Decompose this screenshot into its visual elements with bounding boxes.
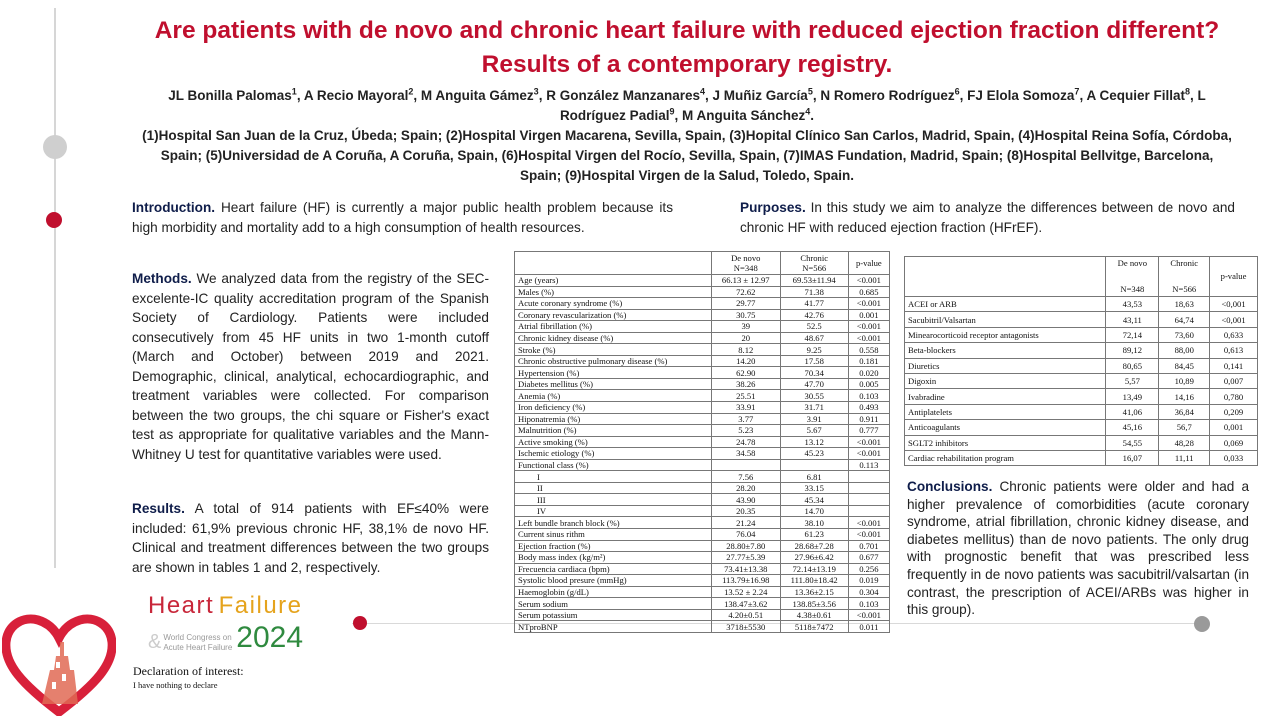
table-row-label: Anemia (%) <box>515 390 712 402</box>
author-name: J Muñiz García <box>712 88 808 103</box>
author-name: FJ Elola Somoza <box>967 88 1075 103</box>
table-row <box>515 367 890 379</box>
table-cell: 0.020 <box>848 367 889 379</box>
table-cell: 61.23 <box>780 529 848 541</box>
table-cell: 0,209 <box>1210 404 1258 419</box>
table-cell: 0,780 <box>1210 389 1258 404</box>
table-cell: 3.91 <box>780 413 848 425</box>
table-cell: 0.677 <box>848 552 889 564</box>
table-row <box>515 517 890 529</box>
table-cell: 10,89 <box>1159 373 1210 388</box>
table-row <box>515 425 890 437</box>
logo-subtitle-1: World Congress on <box>163 633 232 642</box>
introduction-label: Introduction. <box>132 200 216 215</box>
table-cell: 0,001 <box>1210 420 1258 435</box>
table-cell: 45.34 <box>780 494 848 506</box>
declaration-text: I have nothing to declare <box>133 680 218 690</box>
table-cell: 0,069 <box>1210 435 1258 450</box>
conclusions-section <box>907 478 1249 619</box>
table-row <box>515 575 890 587</box>
table-row <box>515 298 890 310</box>
table-cell: 66.13 ± 12.97 <box>711 275 780 287</box>
table-cell: 28.80±7.80 <box>711 540 780 552</box>
table-row-label: Beta-blockers <box>905 343 1106 358</box>
table-cell: 0,033 <box>1210 450 1258 465</box>
table-cell: 72,14 <box>1106 327 1159 342</box>
poster-title: Are patients with de novo and chronic heart failure with reduced ejection fraction different? Results of a contemporary registry. <box>154 17 1220 78</box>
table-cell: 27.96±6.42 <box>780 552 848 564</box>
author-affiliation-number: 9 <box>669 106 675 116</box>
table-cell: 8.12 <box>711 344 780 356</box>
table-row <box>515 494 890 506</box>
table-row <box>905 389 1258 404</box>
table-cell: 9.25 <box>780 344 848 356</box>
table-row <box>515 402 890 414</box>
table-cell: 5.23 <box>711 425 780 437</box>
table-cell <box>780 459 848 471</box>
table-cell: 0,141 <box>1210 358 1258 373</box>
table-row <box>515 344 890 356</box>
table-row-label: Minearocorticoid receptor antagonists <box>905 327 1106 342</box>
table-cell: 38.10 <box>780 517 848 529</box>
table-row <box>515 482 890 494</box>
table-cell: 70.34 <box>780 367 848 379</box>
author-name: L Rodríguez Padial <box>559 88 1206 123</box>
author-affiliation-number: 6 <box>954 86 960 97</box>
table-cell: <0.001 <box>848 332 889 344</box>
table-row-label: Cardiac rehabilitation program <box>905 450 1106 465</box>
table-cell: 3.77 <box>711 413 780 425</box>
table-cell: 13.52 ± 2.24 <box>711 586 780 598</box>
author-name: M Anguita Sánchez <box>682 107 806 123</box>
table-cell: 89,12 <box>1106 343 1159 358</box>
introduction-text: Heart failure (HF) is currently a major public health problem because its high morbidity and mortality add to a high consumption of health resources. <box>132 200 674 235</box>
table-row-label: Ischemic etiology (%) <box>515 448 712 460</box>
bottom-dot-red <box>353 616 367 630</box>
table-cell: 42.76 <box>780 309 848 321</box>
table-row-label: Diabetes mellitus (%) <box>515 378 712 390</box>
purposes-text: In this study we aim to analyze the differences between de novo and chronic HF with reduced ejection fraction (HFrEF). <box>740 200 1235 235</box>
table-cell: 76.04 <box>711 529 780 541</box>
table-cell: 43,53 <box>1106 297 1159 312</box>
table-cell: 43.90 <box>711 494 780 506</box>
table-cell: 25.51 <box>711 390 780 402</box>
logo-word-failure: Failure <box>218 592 303 619</box>
table-row <box>905 297 1258 312</box>
timeline-dot-red <box>46 212 62 228</box>
table-cell: 5118±7472 <box>780 621 848 633</box>
table-row-label: Atrial fibrillation (%) <box>515 321 712 333</box>
author-name: N Romero Rodríguez <box>820 88 955 103</box>
table-cell: 20.35 <box>711 505 780 517</box>
table-row-label: Chronic obstructive pulmonary disease (%) <box>515 355 712 367</box>
table-cell: 0.304 <box>848 586 889 598</box>
table-row-label: SGLT2 inhibitors <box>905 435 1106 450</box>
table-row-label: Ejection fraction (%) <box>515 540 712 552</box>
table-cell: 13.36±2.15 <box>780 586 848 598</box>
table-row <box>515 355 890 367</box>
logo-year: 2024 <box>236 621 304 654</box>
table-cell: 0.911 <box>848 413 889 425</box>
table-cell: <0.001 <box>848 448 889 460</box>
table-cell: 11,11 <box>1159 450 1210 465</box>
table-cell: 3718±5530 <box>711 621 780 633</box>
table-cell: 69.53±11.94 <box>780 275 848 287</box>
table-row-label: Malnutrition (%) <box>515 425 712 437</box>
table1-body <box>515 275 890 633</box>
table-cell: 52.5 <box>780 321 848 333</box>
table-cell: 88,00 <box>1159 343 1210 358</box>
table-header-cell: Chronic N=566 <box>780 252 848 275</box>
table-row-label: Body mass index (kg/m²) <box>515 552 712 564</box>
table-row <box>905 373 1258 388</box>
table-cell: 0.685 <box>848 286 889 298</box>
table-cell: 138.47±3.62 <box>711 598 780 610</box>
author-name: R González Manzanares <box>546 88 700 103</box>
table-row-label: Ivabradine <box>905 389 1106 404</box>
author-affiliation-number: 3 <box>533 86 539 97</box>
methods-text: We analyzed data from the registry of the SEC-excelente-IC quality accreditation program of the Spanish Society of Cardiology. Patients were included consecutively from 45 HF units in two 1-month cutoff (March and October) between 2019 and 2021. Demographic, clinical, analytical, echocardiographic, and treatment variables were collected. For comparison between the two groups, the chi square or Fisher's exact test as appropriate for qualitative variables and the Mann-Whitney U test for quantitative variables were used. <box>132 271 490 462</box>
table-cell: <0.001 <box>848 436 889 448</box>
table-cell: 0.011 <box>848 621 889 633</box>
table-row <box>515 540 890 552</box>
table-cell: 14,16 <box>1159 389 1210 404</box>
table-header-cell: De novo N=348 <box>1106 257 1159 297</box>
table-cell: <0.001 <box>848 609 889 621</box>
table-row <box>515 609 890 621</box>
table-row <box>905 404 1258 419</box>
table-row-label: Serum potassium <box>515 609 712 621</box>
table-cell: 17.58 <box>780 355 848 367</box>
table-cell: 31.71 <box>780 402 848 414</box>
table-cell: 48.67 <box>780 332 848 344</box>
table-cell: 64,74 <box>1159 312 1210 327</box>
table-cell: 13,49 <box>1106 389 1159 404</box>
author-affiliation-number: 5 <box>807 86 813 97</box>
logo-ampersand: & <box>148 631 162 653</box>
table-row-label: II <box>515 482 712 494</box>
table-cell: 21.24 <box>711 517 780 529</box>
table-row-label: Age (years) <box>515 275 712 287</box>
table-cell: 45.23 <box>780 448 848 460</box>
author-affiliation-number: 1 <box>291 86 297 97</box>
table-row-label: Hiponatremia (%) <box>515 413 712 425</box>
author-affiliation-number: 4 <box>700 86 706 97</box>
table-row-label: III <box>515 494 712 506</box>
table-cell: 7.56 <box>711 471 780 483</box>
table-row-label: Serum sodium <box>515 598 712 610</box>
table-cell: 138.85±3.56 <box>780 598 848 610</box>
table-cell: 0,613 <box>1210 343 1258 358</box>
table-clinical-characteristics <box>514 251 890 633</box>
table-header-cell: p-value <box>848 252 889 275</box>
table-cell <box>711 459 780 471</box>
table-cell: 38.26 <box>711 378 780 390</box>
table-row <box>515 309 890 321</box>
table-cell: <0.001 <box>848 529 889 541</box>
table-cell: 4.38±0.61 <box>780 609 848 621</box>
table-cell: 13.12 <box>780 436 848 448</box>
timeline-line <box>54 8 56 568</box>
table-cell: 20 <box>711 332 780 344</box>
author-name: M Anguita Gámez <box>420 88 534 103</box>
table-cell: 34.58 <box>711 448 780 460</box>
table-row <box>515 621 890 633</box>
author-name: A Recio Mayoral <box>303 88 409 103</box>
table-row <box>515 471 890 483</box>
congress-logo <box>148 592 348 654</box>
table-cell <box>848 505 889 517</box>
table-row-label: Hypertension (%) <box>515 367 712 379</box>
table-row <box>515 378 890 390</box>
table-cell: 0.005 <box>848 378 889 390</box>
table-row-label: Haemoglobin (g/dL) <box>515 586 712 598</box>
table-treatments <box>904 256 1258 466</box>
table-cell: 0.558 <box>848 344 889 356</box>
methods-section <box>132 269 489 464</box>
table-row-label: Stroke (%) <box>515 344 712 356</box>
table1-header-row <box>515 252 890 275</box>
table-row <box>515 529 890 541</box>
table-cell: 33.91 <box>711 402 780 414</box>
table-row <box>515 436 890 448</box>
purposes-label: Purposes. <box>740 200 806 215</box>
table-row-label: ACEI or ARB <box>905 297 1106 312</box>
table-cell: 0.103 <box>848 390 889 402</box>
table-cell: 0.113 <box>848 459 889 471</box>
table-cell: <0.001 <box>848 298 889 310</box>
table-cell <box>848 471 889 483</box>
heart-logo-icon <box>2 612 116 716</box>
methods-label: Methods. <box>132 271 192 286</box>
table-row-label: Digoxin <box>905 373 1106 388</box>
table-row <box>905 327 1258 342</box>
author-name: JL Bonilla Palomas <box>168 88 292 103</box>
table-header-cell <box>905 257 1106 297</box>
table-row-label: Diuretics <box>905 358 1106 373</box>
table-cell: 48,28 <box>1159 435 1210 450</box>
table-cell: 41.77 <box>780 298 848 310</box>
table-cell <box>848 494 889 506</box>
table-cell: <0.001 <box>848 321 889 333</box>
table-row-label: NTproBNP <box>515 621 712 633</box>
table-cell: 39 <box>711 321 780 333</box>
results-section <box>132 499 489 577</box>
table-cell: 73.41±13.38 <box>711 563 780 575</box>
introduction-section <box>132 198 673 237</box>
table-row-label: Sacubitril/Valsartan <box>905 312 1106 327</box>
table-cell: 6.81 <box>780 471 848 483</box>
table-cell: 71.38 <box>780 286 848 298</box>
table-row-label: Anticoagulants <box>905 420 1106 435</box>
table-row-label: Chronic kidney disease (%) <box>515 332 712 344</box>
table-cell: 16,07 <box>1106 450 1159 465</box>
table-cell: <0.001 <box>848 517 889 529</box>
table-cell: 80,65 <box>1106 358 1159 373</box>
table-cell: 62.90 <box>711 367 780 379</box>
table-row-label: Active smoking (%) <box>515 436 712 448</box>
author-list: JL Bonilla Palomas$^1$, A Recio Mayoral$^2$, M Anguita Gámez$^3$, R González Manzanares$^4$, J Muñiz García$^5$, N Romero Rodríguez$^6$, FJ Elola Somoza$^7$, A Cequier Fillat$^8$, L Rodríguez Padial$^9$, M Anguita Sánchez$^4$. <box>168 86 1206 123</box>
conclusions-label: Conclusions. <box>907 479 993 494</box>
table-row-label: IV <box>515 505 712 517</box>
table-cell: 41,06 <box>1106 404 1159 419</box>
table-cell: 5,57 <box>1106 373 1159 388</box>
author-affiliation-number: 4 <box>805 106 811 116</box>
table-header-cell: p-value <box>1210 257 1258 297</box>
logo-word-heart: Heart <box>148 592 215 619</box>
table-cell: 0.777 <box>848 425 889 437</box>
table-cell: 73,60 <box>1159 327 1210 342</box>
table-row <box>515 390 890 402</box>
table-cell: 33.15 <box>780 482 848 494</box>
table-cell: 0.256 <box>848 563 889 575</box>
table-row <box>515 563 890 575</box>
declaration-title: Declaration of interest: <box>133 664 244 678</box>
table-header-cell <box>515 252 712 275</box>
table-row <box>515 413 890 425</box>
table-cell: 0.103 <box>848 598 889 610</box>
table-cell: <0,001 <box>1210 312 1258 327</box>
table-row <box>905 358 1258 373</box>
table-cell: 0.181 <box>848 355 889 367</box>
table-row <box>905 435 1258 450</box>
table-cell: 84,45 <box>1159 358 1210 373</box>
table-row-label: Systolic blood presure (mmHg) <box>515 575 712 587</box>
table-row-label: Functional class (%) <box>515 459 712 471</box>
table-cell: 72.14±13.19 <box>780 563 848 575</box>
table-row <box>905 343 1258 358</box>
table-row <box>515 598 890 610</box>
table-cell: <0.001 <box>848 275 889 287</box>
table-cell: 14.20 <box>711 355 780 367</box>
purposes-section <box>740 198 1235 237</box>
table-header-cell: Chronic N=566 <box>1159 257 1210 297</box>
table-cell: 0.701 <box>848 540 889 552</box>
author-affiliation-number: 8 <box>1184 86 1190 97</box>
table-cell: 72.62 <box>711 286 780 298</box>
table-cell: <0,001 <box>1210 297 1258 312</box>
affiliations: (1)Hospital San Juan de la Cruz, Úbeda; Spain; (2)Hospital Virgen Macarena, Sevilla, Spain, (3)Hopital Clínico San Carlos, Madrid, Spain, (4)Hospital Reina Sofía, Córdoba, Spain; (5)Universidad de A Coruña, A Coruña, Spain, (6)Hospital Virgen del Rocío, Sevilla, Spain, (7)IMAS Fundation, Madrid, Spain; (8)Hospital Bellvitge, Barcelona, Spain; (9)Hospital Virgen de la Salud, Toledo, Spain. <box>142 128 1232 183</box>
table-row <box>515 448 890 460</box>
table-cell: 0.019 <box>848 575 889 587</box>
table-cell: 54,55 <box>1106 435 1159 450</box>
table-cell: 43,11 <box>1106 312 1159 327</box>
table-cell: 29.77 <box>711 298 780 310</box>
logo-subtitle-2: Acute Heart Failure <box>163 643 233 652</box>
table-row-label: I <box>515 471 712 483</box>
table-row-label: Coronary revascularization (%) <box>515 309 712 321</box>
table-cell: 56,7 <box>1159 420 1210 435</box>
table-cell: 28.20 <box>711 482 780 494</box>
table-cell: 4.20±0.51 <box>711 609 780 621</box>
table-row-label: Current sinus rithm <box>515 529 712 541</box>
author-name: A Cequier Fillat <box>1086 88 1185 103</box>
table-cell: 45,16 <box>1106 420 1159 435</box>
table-row <box>515 321 890 333</box>
table-row <box>515 459 890 471</box>
table2-body <box>905 297 1258 466</box>
table-row-label: Left bundle branch block (%) <box>515 517 712 529</box>
table-cell: 28.68±7.28 <box>780 540 848 552</box>
table-cell: 113.79±16.98 <box>711 575 780 587</box>
table-row-label: Males (%) <box>515 286 712 298</box>
table-cell: 47.70 <box>780 378 848 390</box>
table-cell: 0,007 <box>1210 373 1258 388</box>
table-row <box>515 332 890 344</box>
table-cell: 36,84 <box>1159 404 1210 419</box>
table-row <box>515 286 890 298</box>
table-cell: 30.55 <box>780 390 848 402</box>
author-affiliation-number: 7 <box>1074 86 1080 97</box>
table-cell: 0,633 <box>1210 327 1258 342</box>
table-row-label: Antiplatelets <box>905 404 1106 419</box>
table-row-label: Frecuencia cardiaca (bpm) <box>515 563 712 575</box>
table-cell: 27.77±5.39 <box>711 552 780 564</box>
table-row <box>905 312 1258 327</box>
table2-header-row <box>905 257 1258 297</box>
results-label: Results. <box>132 501 185 516</box>
table-row-label: Acute coronary syndrome (%) <box>515 298 712 310</box>
table-cell <box>848 482 889 494</box>
table-row <box>905 450 1258 465</box>
table-row <box>515 505 890 517</box>
table-row <box>905 420 1258 435</box>
table-cell: 14.70 <box>780 505 848 517</box>
table-row <box>515 552 890 564</box>
table-cell: 0.493 <box>848 402 889 414</box>
table-cell: 111.80±18.42 <box>780 575 848 587</box>
table-cell: 24.78 <box>711 436 780 448</box>
table-row <box>515 586 890 598</box>
table-cell: 18,63 <box>1159 297 1210 312</box>
author-affiliation-number: 2 <box>408 86 414 97</box>
table-cell: 30.75 <box>711 309 780 321</box>
conclusions-text: Chronic patients were older and had a higher prevalence of comorbidities (acute coronary syndrome, atrial fibrillation, chronic kidney disease, and diabetes mellitus) than de novo patients. The only drug with prognostic benefit that was prescribed less frequently in de novo patients was sacubitril/valsartan (in contrast, the prescription of ACEI/ARBs was higher in this group). <box>907 479 1250 618</box>
table-row-label: Iron deficiency (%) <box>515 402 712 414</box>
table-header-cell: De novo N=348 <box>711 252 780 275</box>
table-row <box>515 275 890 287</box>
table-cell: 0.001 <box>848 309 889 321</box>
timeline-dot-gray <box>43 135 67 159</box>
results-text: A total of 914 patients with EF≤40% were included: 61,9% previous chronic HF, 38,1% de novo HF. Clinical and treatment differences between the two groups are shown in tables 1 and 2, respectively. <box>132 501 489 575</box>
table-cell: 5.67 <box>780 425 848 437</box>
